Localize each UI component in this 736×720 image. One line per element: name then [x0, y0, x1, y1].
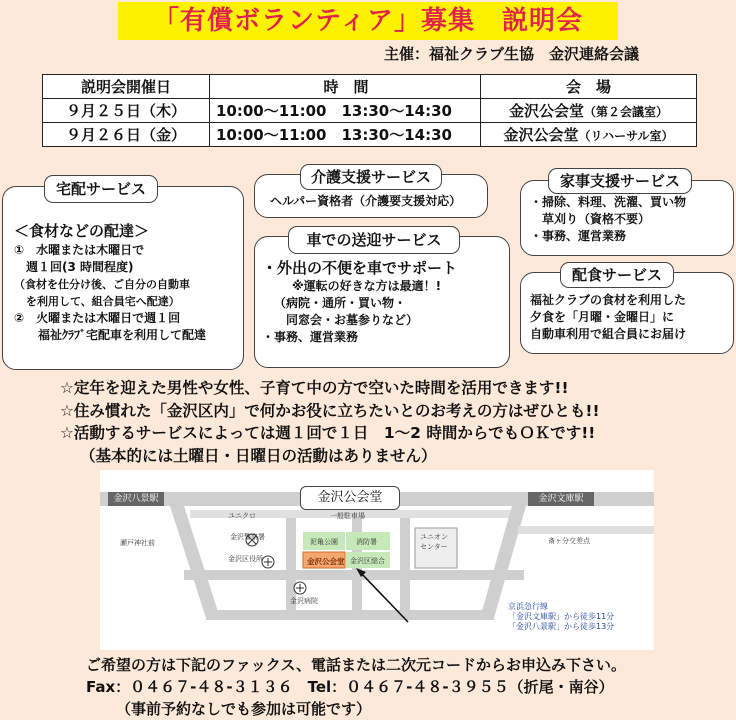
- transport-line: 同窓会・お墓参りなど）: [286, 313, 419, 327]
- venue-room: （リハーサル室）: [578, 129, 674, 143]
- meal-line: 自動車利用で組合員にお届け: [530, 327, 687, 341]
- venue-room: （第２会議室）: [584, 105, 669, 119]
- note-item: ☆定年を迎えた男性や女性、子育て中の方で空いた時間を活用できます!!: [60, 379, 569, 397]
- housework-line: ・掃除、料理、洗濯、買い物: [530, 195, 687, 209]
- map-label-ward-office: 金沢区役所: [228, 555, 263, 563]
- schedule-table: [42, 74, 697, 147]
- page-title: 「有償ボランティア」募集 説明会: [118, 2, 618, 40]
- map-label-park: 泥亀公園: [310, 538, 338, 546]
- transport-line: ・事務、運営業務: [262, 330, 359, 344]
- map-label-saito: 斎ヶ分交差点: [548, 537, 590, 545]
- access-line: 京浜急行線: [508, 602, 548, 611]
- delivery-line: （食材を仕分け後、ご自分の自動車: [14, 278, 190, 291]
- venue-cell: [481, 99, 697, 123]
- station-right: 金沢文庫駅: [528, 492, 594, 506]
- date-cell: ９月２６日（金）: [43, 123, 210, 147]
- table-row: [43, 99, 697, 123]
- access-line: 「金沢八景駅」から徒歩13分: [508, 622, 615, 631]
- transport-line: ※運転の好きな方は最適！!: [292, 279, 442, 293]
- access-map: [100, 470, 654, 650]
- delivery-line: ＜食材などの配達＞: [14, 222, 150, 240]
- table-row: [43, 123, 697, 147]
- delivery-line: を利用して、組合員宅へ配達）: [26, 295, 180, 308]
- map-label-hall: 金沢公会堂: [307, 557, 345, 566]
- delivery-service-title: 宅配サービス: [44, 175, 158, 203]
- note-item: ☆住み慣れた「金沢区内」で何かお役に立ちたいとのお考えの方はぜひとも!!: [60, 401, 600, 420]
- map-label-parking: 一般駐車場: [330, 512, 365, 520]
- delivery-line: 福祉ｸﾗﾌﾞ宅配車を利用して配達: [26, 328, 207, 342]
- map-label-uniqlo: ユニクロ: [228, 512, 256, 520]
- footer-line: ご希望の方は下記のファックス、電話または二次元コードからお申込み下さい。: [86, 656, 627, 674]
- venue-cell: [481, 123, 697, 147]
- time-cell: 10:00～11:00 13:30～14:30: [210, 99, 481, 123]
- meal-line: 福祉クラブの食材を利用した: [530, 293, 687, 307]
- station-left: 金沢八景駅: [108, 492, 164, 506]
- note-item: （基本的には土曜日・日曜日の活動はありません）: [80, 446, 437, 465]
- meal-service-text: [530, 292, 686, 343]
- date-cell: ９月２５日（木）: [43, 99, 210, 123]
- footer-line: （事前予約なしでも参加は可能です）: [116, 700, 372, 718]
- delivery-line: 週１回(3 時間程度): [14, 260, 134, 274]
- footer: [86, 654, 626, 720]
- venue-name: 金沢公会堂: [503, 126, 579, 144]
- map-title: 金沢公会堂: [300, 486, 400, 510]
- housework-line: 草刈り（資格不要）: [542, 212, 651, 226]
- meal-line: 夕食を「月曜・金曜日」に: [530, 310, 675, 324]
- map-label-police: 金沢警察署: [230, 533, 265, 541]
- time-cell: 10:00～11:00 13:30～14:30: [210, 123, 481, 147]
- map-label-hospital: 金沢病院: [290, 597, 318, 605]
- map-label-center: 金沢区総合: [350, 557, 385, 565]
- table-header-row: [43, 75, 697, 99]
- delivery-line: ① 水曜または木曜日で: [14, 243, 145, 257]
- meal-service-title: 配食サービス: [560, 262, 674, 288]
- delivery-line: ② 火曜または木曜日で週１回: [14, 311, 181, 325]
- delivery-service-text: [14, 220, 206, 344]
- header-date: 説明会開催日: [43, 75, 210, 99]
- transport-line: ・外出の不便を車でサポート: [262, 259, 458, 277]
- care-service-title: 介護支援サービス: [300, 164, 442, 190]
- access-line: 「金沢文庫駅」から徒歩11分: [508, 612, 615, 621]
- housework-line: ・事務、運営業務: [530, 229, 627, 243]
- map-label-union-center: ユニオンセンター: [420, 533, 448, 551]
- footer-contact: Fax：０４６７-４８-３１３６ Tel：０４６７-４８-３９５５（折尾・南谷）: [86, 678, 614, 696]
- organizer: 主催：福祉クラブ生協 金沢連絡会議: [384, 45, 640, 63]
- header-venue: 会 場: [481, 75, 697, 99]
- note-item: ☆活動するサービスによっては週１回で１日 1～2 時間からでもＯＫです!!: [60, 424, 596, 442]
- transport-service-text: [262, 258, 457, 346]
- transport-service-title: 車での送迎サービス: [288, 226, 460, 254]
- housework-service-text: [530, 194, 686, 245]
- transport-line: （病院・通所・買い物・: [274, 296, 407, 310]
- map-label-seto-shrine: 瀬戸神社前: [120, 539, 155, 547]
- notes: [60, 377, 600, 467]
- header-time: 時 間: [210, 75, 481, 99]
- map-label-fire: 消防署: [356, 538, 377, 546]
- care-service-line: ヘルパー資格者（介護要支援対応）: [270, 194, 462, 208]
- map-access: [508, 602, 614, 632]
- housework-service-title: 家事支援サービス: [548, 168, 692, 194]
- venue-name: 金沢公会堂: [508, 102, 584, 120]
